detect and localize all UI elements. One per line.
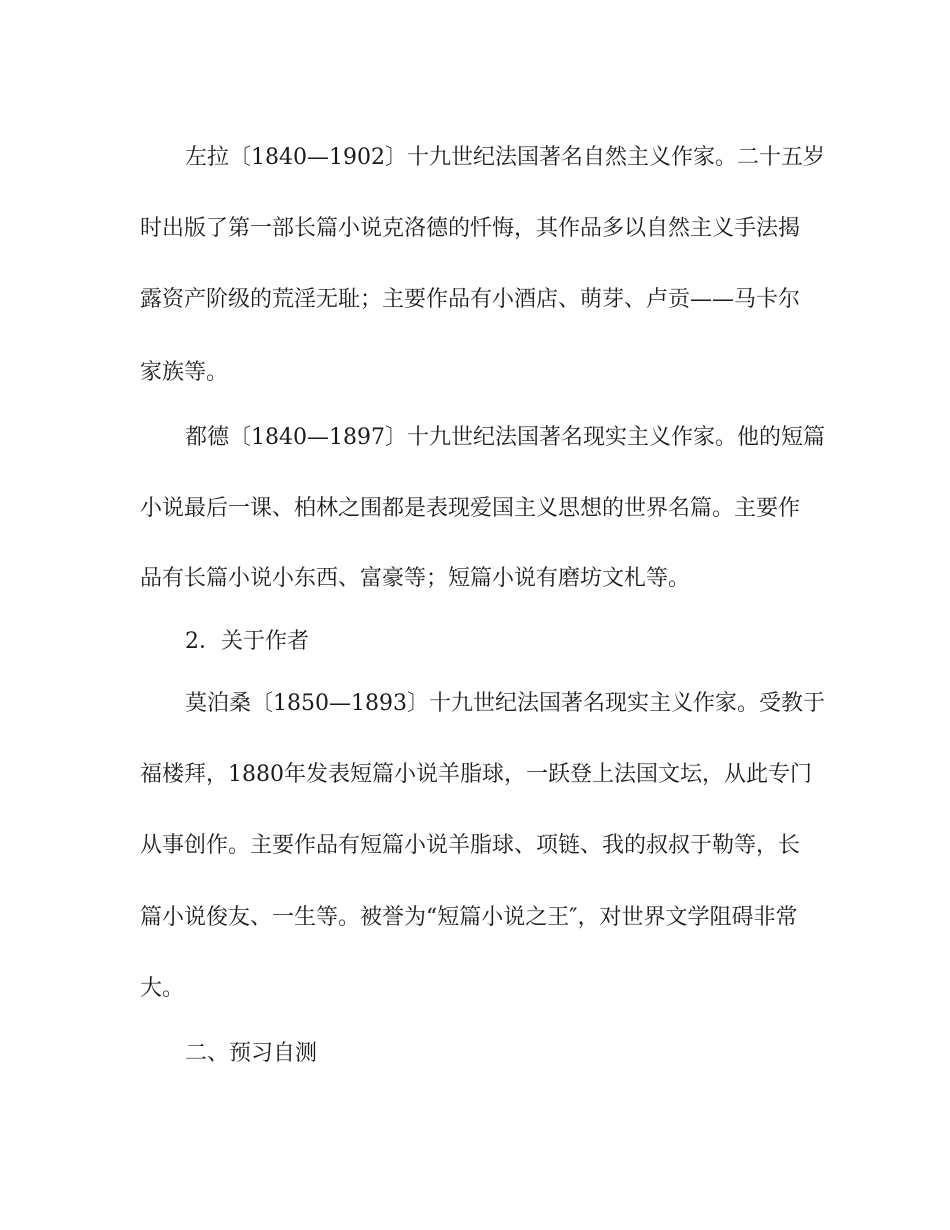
- zola-line-1: 左拉〔1840—1902〕十九世纪法国著名自然主义作家。二十五岁: [185, 145, 825, 170]
- section-heading-about-author: 2．关于作者: [185, 629, 309, 654]
- zola-line-4: 家族等。: [140, 360, 229, 385]
- daudet-line-3: 品有长篇小说小东西、富豪等；短篇小说有磨坊文札等。: [140, 566, 691, 591]
- daudet-line-1: 都德〔1840—1897〕十九世纪法国著名现实主义作家。他的短篇: [185, 425, 825, 450]
- zola-line-2: 时出版了第一部长篇小说克洛德的忏悔，其作品多以自然主义手法揭: [140, 216, 801, 241]
- maupassant-line-4: 篇小说俊友、一生等。被誉为“短篇小说之王″，对世界文学阻碍非常: [140, 905, 798, 930]
- maupassant-line-3: 从事创作。主要作品有短篇小说羊脂球、项链、我的叔叔于勒等，长: [140, 833, 801, 858]
- maupassant-line-5: 大。: [140, 976, 185, 1001]
- section-heading-preview: 二、预习自测: [185, 1041, 318, 1066]
- zola-line-3: 露资产阶级的荒淫无耻；主要作品有小酒店、萌芽、卢贡——马卡尔: [140, 287, 801, 312]
- maupassant-line-1: 莫泊桑〔1850—1893〕十九世纪法国著名现实主义作家。受教于: [185, 691, 825, 716]
- daudet-line-2: 小说最后一课、柏林之围都是表现爱国主义思想的世界名篇。主要作: [140, 496, 801, 521]
- maupassant-line-2: 福楼拜，1880年发表短篇小说羊脂球，一跃登上法国文坛，从此专门: [140, 762, 812, 787]
